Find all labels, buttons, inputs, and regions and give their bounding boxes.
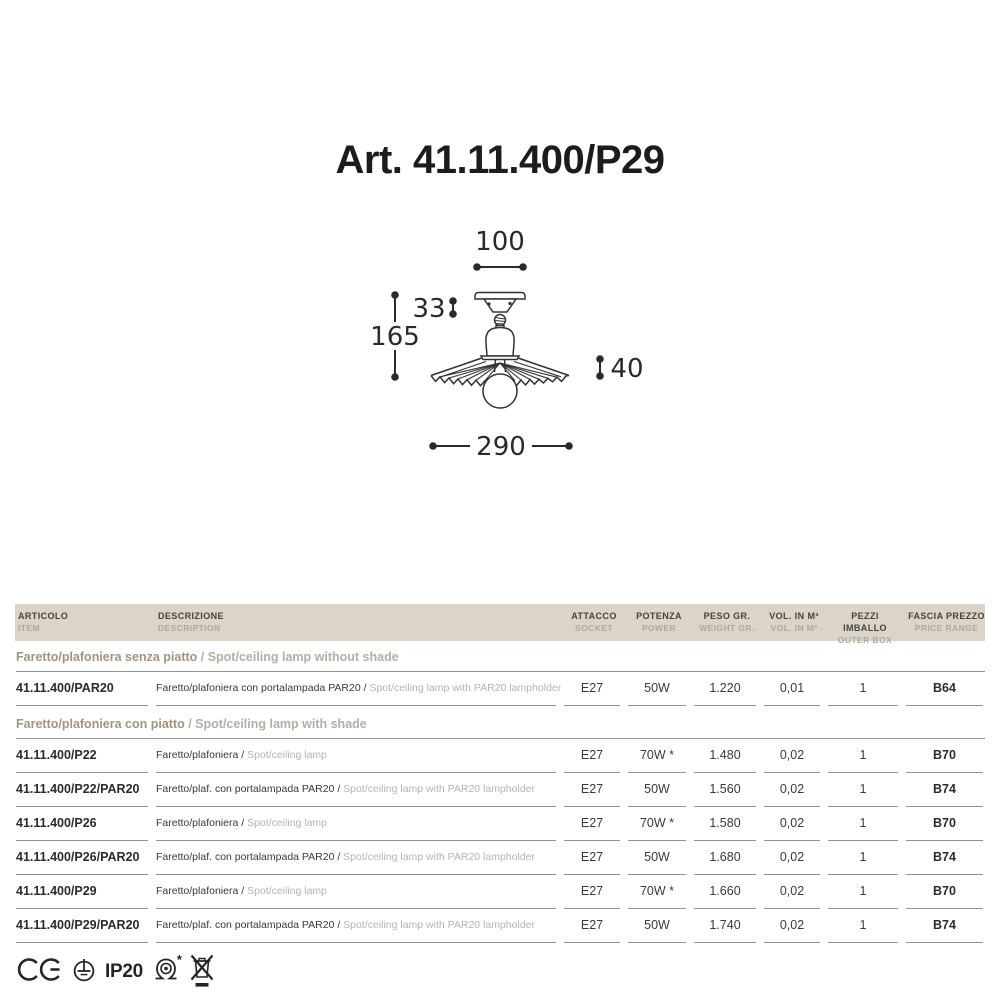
article-description: Faretto/plafoniera con portalampada PAR20 / Spot/ceiling lamp with PAR20 lampholder — [156, 672, 556, 706]
weight-value: 1.560 — [694, 773, 756, 807]
power-value: 70W * — [628, 875, 686, 909]
bell-rim — [481, 356, 519, 360]
volume-value: 0,02 — [764, 841, 820, 875]
lamp-technical-drawing — [360, 225, 680, 470]
lamp-symbol-icon — [152, 952, 182, 988]
page-title: Art. 41.11.400/P29 — [335, 138, 665, 182]
power-value: 70W * — [628, 807, 686, 841]
pieces-value: 1 — [828, 739, 898, 773]
col-header-descrizione: DESCRIZIONE DESCRIPTION — [158, 611, 224, 633]
article-code: 41.11.400/P26/PAR20 — [16, 841, 148, 875]
table-row — [16, 875, 985, 909]
power-value: 50W — [628, 672, 686, 706]
ip-rating-label: IP20 — [105, 961, 143, 982]
article-description: Faretto/plafoniera / Spot/ceiling lamp — [156, 739, 556, 773]
power-value: 50W — [628, 909, 686, 943]
table-row — [16, 773, 985, 807]
weight-value: 1.660 — [694, 875, 756, 909]
volume-value: 0,02 — [764, 909, 820, 943]
dim-top-width: 100 — [475, 227, 525, 257]
price-range-value: B70 — [906, 807, 983, 841]
article-description: Faretto/plafoniera / Spot/ceiling lamp — [156, 875, 556, 909]
price-range-value: B74 — [906, 773, 983, 807]
pieces-value: 1 — [828, 909, 898, 943]
bell-holder — [486, 328, 514, 357]
col-header-attacco: ATTACCO SOCKET — [571, 611, 617, 633]
volume-value: 0,02 — [764, 773, 820, 807]
article-description: Faretto/plaf. con portalampada PAR20 / Spot/ceiling lamp with PAR20 lampholder — [156, 841, 556, 875]
section-title-without-shade: Faretto/plafoniera senza piatto / Spot/ceiling lamp without shade — [16, 650, 985, 672]
table-row — [16, 739, 985, 773]
dim-shade-height: 40 — [610, 354, 644, 384]
socket-value: E27 — [564, 739, 620, 773]
socket-value: E27 — [564, 841, 620, 875]
pieces-value: 1 — [828, 875, 898, 909]
ce-mark-icon — [17, 957, 63, 987]
pieces-value: 1 — [828, 807, 898, 841]
earth-ground-icon — [72, 956, 96, 988]
power-value: 70W * — [628, 739, 686, 773]
table-row — [16, 807, 985, 841]
pieces-value: 1 — [828, 841, 898, 875]
asterisk-note: * — [176, 952, 182, 967]
table-body — [16, 641, 985, 943]
article-description: Faretto/plafoniera / Spot/ceiling lamp — [156, 807, 556, 841]
certification-icons — [17, 950, 215, 994]
col-header-pezzi: PEZZI IMBALLO OUTER BOX — [837, 611, 893, 645]
volume-value: 0,02 — [764, 807, 820, 841]
table-row — [16, 841, 985, 875]
dim-total-height: 165 — [370, 322, 420, 352]
weight-value: 1.580 — [694, 807, 756, 841]
col-header-peso: PESO GR. WEIGHT GR. — [699, 611, 755, 633]
volume-value: 0,02 — [764, 739, 820, 773]
col-header-articolo: ARTICOLO ITEM — [18, 611, 69, 633]
col-header-fascia: FASCIA PREZZO PRICE RANGE — [908, 611, 985, 633]
pieces-value: 1 — [828, 773, 898, 807]
col-header-volume: VOL. IN M³ VOL. IN M³ — [769, 611, 819, 633]
lamp-outline — [431, 293, 569, 409]
article-code: 41.11.400/P29/PAR20 — [16, 909, 148, 943]
weight-value: 1.220 — [694, 672, 756, 706]
article-code: 41.11.400/P22 — [16, 739, 148, 773]
price-range-value: B70 — [906, 875, 983, 909]
article-code: 41.11.400/PAR20 — [16, 672, 148, 706]
price-range-value: B74 — [906, 909, 983, 943]
price-range-value: B74 — [906, 841, 983, 875]
weee-crossed-bin-icon — [189, 952, 215, 993]
table-row — [16, 909, 985, 943]
table-row — [16, 672, 985, 706]
power-value: 50W — [628, 841, 686, 875]
article-description: Faretto/plaf. con portalampada PAR20 / Spot/ceiling lamp with PAR20 lampholder — [156, 773, 556, 807]
socket-value: E27 — [564, 875, 620, 909]
weight-value: 1.680 — [694, 841, 756, 875]
dim-bottom-width: 290 — [476, 432, 526, 462]
table-header — [15, 604, 985, 645]
bulb — [483, 374, 517, 408]
pieces-value: 1 — [828, 672, 898, 706]
socket-value: E27 — [564, 807, 620, 841]
article-code: 41.11.400/P26 — [16, 807, 148, 841]
volume-value: 0,02 — [764, 875, 820, 909]
price-range-value: B64 — [906, 672, 983, 706]
dim-canopy-height: 33 — [412, 294, 446, 324]
section-title-with-shade: Faretto/plafoniera con piatto / Spot/ceiling lamp with shade — [16, 717, 985, 739]
ceiling-plate — [475, 293, 525, 300]
socket-value: E27 — [564, 672, 620, 706]
article-code: 41.11.400/P29 — [16, 875, 148, 909]
socket-value: E27 — [564, 909, 620, 943]
weight-value: 1.480 — [694, 739, 756, 773]
article-code: 41.11.400/P22/PAR20 — [16, 773, 148, 807]
col-header-potenza: POTENZA POWER — [636, 611, 682, 633]
article-description: Faretto/plaf. con portalampada PAR20 / Spot/ceiling lamp with PAR20 lampholder — [156, 909, 556, 943]
socket-value: E27 — [564, 773, 620, 807]
power-value: 50W — [628, 773, 686, 807]
volume-value: 0,01 — [764, 672, 820, 706]
weight-value: 1.740 — [694, 909, 756, 943]
price-range-value: B70 — [906, 739, 983, 773]
